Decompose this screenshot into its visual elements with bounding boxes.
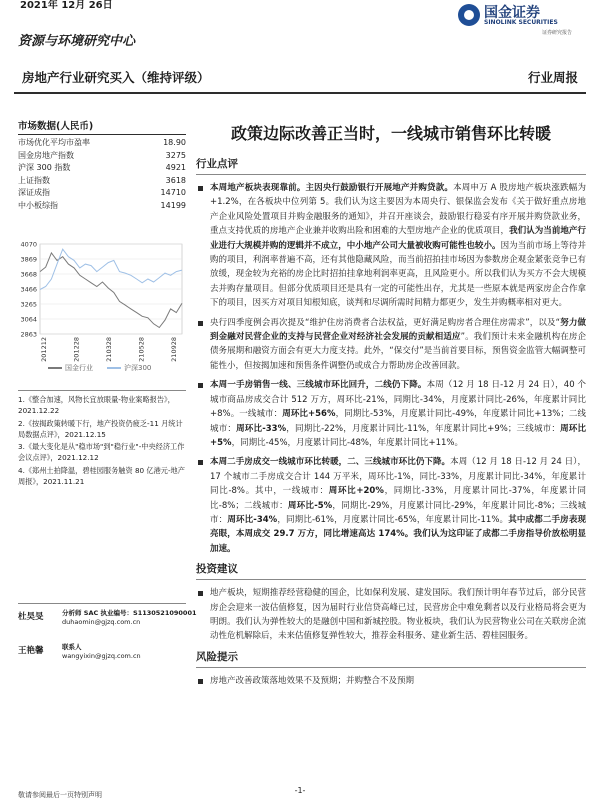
page-number: -1- [294, 786, 306, 795]
related-report-link[interactable]: 1.《整合加速，风物长宜放眼量-物业案略报告》，2021.12.22 [18, 395, 175, 416]
y-tick-label: 3466 [20, 285, 37, 294]
market-value: 14710 [160, 188, 186, 198]
legend-item-hs300 [107, 363, 151, 373]
market-row [18, 175, 186, 188]
body-text: ，同期比-22%，月度累计同比-11%，年度累计同比+9%；三线城市： [286, 423, 561, 434]
paragraph [196, 455, 586, 556]
bold-text: 本周地产板块表现靠前。主因央行鼓励银行开展地产并购贷款。 [210, 183, 454, 193]
x-tick-label: 201212 [40, 337, 48, 362]
paragraph [196, 378, 586, 450]
y-tick-label: 2863 [20, 330, 37, 339]
analyst-card [18, 642, 186, 672]
section-divider [196, 667, 586, 668]
legend-swatch-hs300 [107, 367, 121, 369]
market-label: 市场优化平均市盈率 [18, 138, 90, 147]
bold-text: 周环比-34% [227, 514, 278, 525]
market-value: 3618 [165, 175, 186, 185]
market-value: 3275 [165, 150, 186, 160]
market-row [18, 150, 186, 163]
index-chart [14, 238, 186, 373]
analyst-title: 联系人 [62, 643, 82, 651]
analyst-email[interactable]: duhaomin@gjzq.com.cn [62, 618, 141, 626]
body-text: ，同期比-45%，月度累计同比-48%，年度累计同比+11%。 [231, 437, 463, 448]
bold-text: 周环比-33% [236, 423, 287, 434]
paragraph [196, 316, 586, 374]
related-report-link[interactable]: 2.《按揭政策转暖下行，地产投资仍疲乏-11 月统计局数据点评》，2021.12.15 [18, 418, 183, 439]
body-text: 本周申万 A 股房地产板块涨跌幅为+1.2%，在各板块中位列第 5。我们认为这主要因为本周央行、银保监会发布《关于做好重点房地产企业风险处置项目并购金融服务的通知》，并召开座谈会，鼓励银行稳妥有序开展并购贷款业务，重点支持优质的房地产企业兼并收购出险和困难的大型房地产企业的优质项目， [210, 183, 586, 237]
bold-text: 周环比+56% [282, 409, 336, 420]
market-value: 18.90 [163, 138, 186, 147]
body-text: 房地产改善政策落地效果不及预期；并购整合不及预期 [210, 675, 415, 686]
bold-text: 本周二手房成交一线城市环比转暖，二、三线城市环比仍下降。 [210, 457, 451, 468]
body-text: 因为当前市场上等待并购的项目，利润率普遍不高，还有其他隐藏风险，而当前招拍挂市场因为参数房企观金紧张竞争已有放缓，现金较为充裕的房企比时招拍挂拿地利润率更高，且风险更小。所以我们认为买方不会大规模去并购存量项目。但部分优质项目还是具有一定的可能性出存，尤其是一些原本就是两家房企合作拿下的项目，因买方对项目知根知底，谈判和尽调所需时间精力都更少，发生并购概率相对更大。 [210, 240, 586, 309]
related-report-link[interactable]: 4.《郑州土拍降温，碧桂园服务触资 80 亿港元-地产周报》，2021.11.21 [18, 465, 185, 487]
section-heading-risk: 风险提示 [196, 650, 238, 663]
section-heading-advice: 投资建议 [196, 563, 238, 576]
y-tick-label: 3265 [20, 300, 37, 309]
market-data-title: 市场数据(人民币) [18, 118, 186, 135]
analyst-name: 杜昊旻 [18, 612, 44, 622]
footer-disclaimer: 敬请参阅最后一页特别声明 [18, 791, 102, 799]
body-text: 地产板块，短期推荐经营稳健的国企，比如保利发展、建发国际。我们预计明年春节过后，部分民营房企会迎来一波估值修复，因为届时行业信贷高峰已过，民营房企中难免剩者以及行业格局将会更为明朗。我们认为弹性较大的是融创中国和新城控股。物业板块，我们认为民营物业公司在关联房企流动性危机解除后，未来估值修复弹性较大，推荐金科服务、建业新生活、碧桂园服务。 [210, 588, 586, 642]
body-text: ，同期比-29%，月度累计同比-29%，年度累计同比-8%；三线城市： [210, 500, 586, 525]
banner-type: 行业周报 [527, 70, 578, 85]
section-heading-comment: 行业点评 [196, 158, 238, 170]
analyst-email[interactable]: wangyixin@gjzq.com.cn [62, 652, 141, 660]
report-banner [14, 60, 586, 94]
body-text: ”。我们预计未来金融机构在房企债务展期和融资方面会有更大力度支持。此外，“保交付”是当前首要目标，预售资金监管大幅调整可能性小，但按揭加速和预售条件调整仍或成合力帮助房企改善回款。 [210, 332, 586, 371]
body-text: 本周（12 月 18 日-12 月 24 日），40 个城市商品房成交合计 512 万方，周环比-21%，同期比-34%，月度累计同比-26%，年度累计同比+8%。一线城市： [210, 380, 586, 420]
bold-text: 周环比+20% [328, 486, 384, 497]
company-logo [458, 2, 586, 38]
analyst-card [18, 608, 197, 638]
x-tick-label: 210328 [105, 337, 113, 362]
bold-text: 努力做到金融对民营企业的支持与民营企业对经济社会发展的贡献相适应 [210, 317, 586, 343]
logo-sub: 证券研究报告 [542, 30, 573, 36]
body-text: ，同期比-61%，月度累计同比-65%，年度累计同比-11%。 [277, 514, 509, 525]
report-title: 政策边际改善正当时，一线城市销售环比转暖 [230, 124, 551, 143]
x-tick-label: 210528 [137, 337, 146, 362]
chart-legend [48, 363, 188, 373]
bold-text: 周环比-5% [287, 500, 333, 511]
paragraph [196, 674, 586, 688]
market-label: 上证指数 [18, 175, 50, 185]
index-chart-svg [14, 238, 186, 373]
analyst-name: 王艳馨 [18, 646, 44, 656]
x-tick-label: 210928 [170, 337, 178, 362]
market-row [18, 137, 186, 150]
bold-text: 我们认为当前地产行业进行大规模并购的逻辑并不成立，中小地产公司大量被收购可能性也较小。 [210, 226, 586, 251]
market-data-panel [18, 118, 186, 213]
bold-text: 本周一手房销售一线、三线城市环比回升，二线仍下降。 [210, 380, 427, 391]
logo-cn: 国金证券 [484, 5, 540, 21]
series-line-1 [40, 249, 182, 289]
body-text: 央行四季度例会再次提及“维护住房消费者合法权益，更好满足购房者合理住房需求”，以及“ [210, 317, 561, 328]
market-label: 沪深 300 指数 [18, 163, 71, 173]
related-reports [18, 390, 186, 488]
logo-en: SINOLINK SECURITIES [484, 19, 558, 26]
market-row [18, 200, 186, 213]
market-row [18, 187, 186, 200]
main-content [196, 112, 586, 693]
y-tick-label: 4070 [20, 240, 37, 249]
body-text: ，同期比-53%，月度累计同比-49%，年度累计同比+13%；二线城市： [210, 409, 587, 434]
analyst-title: 分析师 SAC 执业编号：S1130521090001 [62, 609, 197, 617]
market-value: 4921 [165, 163, 186, 173]
y-tick-label: 3064 [20, 315, 37, 324]
section-divider [196, 174, 586, 175]
paragraph [196, 181, 586, 311]
market-row [18, 162, 186, 175]
logo-mark-icon [458, 4, 480, 26]
market-label: 国金房地产指数 [18, 150, 74, 160]
legend-item-sector [48, 363, 93, 373]
market-label: 中小板综指 [18, 200, 58, 210]
bold-text: 周环比+5% [210, 423, 586, 448]
series-line-0 [40, 253, 182, 328]
y-tick-label: 3668 [20, 270, 37, 279]
x-tick-label: 201228 [72, 337, 81, 362]
related-report-link[interactable]: 3.《最大变化是从"稳市场"到"稳行业"-中央经济工作会议点评》，2021.12.12 [18, 442, 185, 463]
bold-text: 其中成都二手房表现亮眼，本周成交 29.7 万方，同比增速高达 174%。我们认为这印证了成都二手房指导价放松明显加速。 [210, 514, 586, 554]
market-value: 14199 [160, 200, 186, 210]
market-label: 深证成指 [18, 188, 50, 198]
section-divider [196, 579, 586, 580]
legend-label-sector: 国金行业 [65, 364, 93, 372]
body-text: 本周（12 月 18 日-12 月 24 日），17 个城市二手房成交合计 144 万平米，周环比-1%，同比-33%，月度累计同比-34%，年度累计同比-8%。其中，一线城市： [210, 457, 586, 497]
department: 资源与环境研究中心 [18, 34, 136, 49]
body-text: ，同期比-33%，月度累计同比-37%，年度累计同比-8%；二线城市： [210, 486, 586, 511]
y-tick-label: 3869 [20, 255, 37, 264]
legend-swatch-sector [48, 367, 62, 369]
legend-label-hs300: 沪深300 [124, 364, 152, 372]
banner-rating: 房地产行业研究买入（维持评级） [22, 70, 210, 85]
analyst-list [18, 603, 197, 672]
report-date: 2021年 12月 26日 [20, 0, 113, 11]
paragraph [196, 586, 586, 644]
